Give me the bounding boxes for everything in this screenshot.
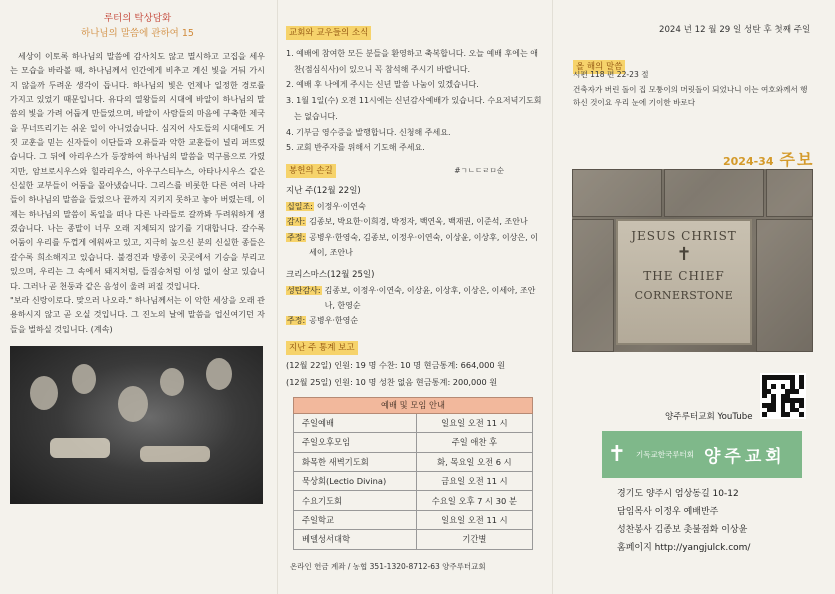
church-staff: 담임목사 이정우 예배반주 — [617, 507, 719, 517]
meeting-name: 주일예배 — [294, 413, 417, 432]
table-row — [294, 452, 533, 471]
offering-names: 공병우·한영순 — [309, 316, 359, 326]
news-item: 2. 예배 후 나에게 주시는 신년 말씀 나눔이 있겠습니다. — [286, 80, 479, 90]
news-title: 교회와 교우들의 소식 — [286, 26, 371, 40]
news-item: 4. 기부금 영수증을 발행합니다. 신청해 주세요. — [286, 127, 451, 137]
issue-heading — [723, 147, 814, 170]
meeting-name: 주일오후모임 — [294, 433, 417, 452]
stone-text-line: CORNERSTONE — [634, 289, 734, 302]
essay-title: 하나님의 말씀에 관하여 15 — [81, 28, 194, 39]
bulletin-title: 주보 — [779, 150, 815, 169]
offering-label: 성탄감사: — [287, 285, 321, 295]
verse-title: 올 해의 말씀 — [573, 60, 625, 74]
offering-names: 이정우·이연숙 — [316, 201, 366, 211]
meeting-time: 일요일 오전 11 시 — [416, 413, 532, 432]
essay-paragraph: "보라 신랑이로다. 맞으러 나오라." 하나님께서는 이 악한 세상을 오래 관용하시지 않고 곧 오실 것입니다. 그 진노의 날에 말씀을 업신여기던 자들을 벌하실 것입니다. (계속) — [10, 294, 265, 334]
online-offering-account: 온라인 헌금 계좌 / 농협 351-1320-8712-63 양주루터교회 — [290, 561, 486, 571]
right-panel — [555, 0, 835, 594]
offering-row — [286, 313, 544, 328]
cornerstone-image — [572, 169, 813, 352]
offering-names: 김종보, 박요한·이희경, 박정자, 백연욱, 백재권, 이준석, 조안나 — [309, 217, 528, 227]
news-list — [286, 46, 544, 156]
meeting-time: 기간별 — [416, 530, 532, 549]
offering-header — [286, 164, 544, 178]
stone-text-line: THE CHIEF — [643, 269, 725, 283]
offering-row — [286, 214, 544, 229]
offering-label: 감사: — [287, 217, 306, 227]
offering-date: 크리스마스(12월 25일) — [286, 269, 375, 280]
offering-names: 김종보, 이정우·이연숙, 이상윤, 이상후, 이상은, 이세아, 조안나, 한영순 — [324, 285, 536, 310]
table-row — [294, 433, 533, 452]
offering-row — [286, 230, 544, 261]
table-row — [294, 413, 533, 432]
news-item: 1. 예배에 참여한 모든 분들을 환영하고 축복합니다. 오늘 예배 후에는 애찬(점심식사)이 있으니 꼭 참석해 주시기 바랍니다. — [286, 49, 538, 74]
stone-text-line: JESUS CHRIST — [631, 229, 737, 243]
meeting-time: 주일 애찬 후 — [416, 433, 532, 452]
cornerstone-plate — [616, 219, 752, 345]
meeting-table — [293, 397, 533, 550]
table-row — [294, 530, 533, 549]
church-staff: 성찬봉사 김종보 촛불점화 이상윤 — [617, 525, 748, 535]
meeting-name: 베델성서대학 — [294, 530, 417, 549]
homepage-link[interactable]: 홈페이지 http://yangjulck.com/ — [617, 543, 751, 553]
luther-painting — [10, 346, 263, 504]
church-banner — [602, 431, 802, 478]
essay-paragraph: 세상이 이토록 하나님의 말씀에 감사치도 않고 멸시하고 고집을 세우는 모습을 바라볼 때, 하나님께서 인간에게 비추고 계신 빛을 거둬 가시지 않을까 두려운 생각이 듭니다. 하나님의 빛은 언제나 일정한 경로를 가지고 있었기 때문입니다. 유다의 열왕들의 시대에 바알이 하나님의 말씀의 빛을 가려 어둡게 만들었으며, 바알이 사람들의 마음에 구축한 제국을 무너뜨리기는 쉬운 일이 아니었습니다. 심지어 사도들의 시대에도 거짓 교훈을 믿는 신자들이 이단들과 오류들과 악한 교훈들이 널리 퍼뜨렸습니다. 그 뒤에 아리우스가 등장하여 하나님의 말씀을 먹구름으로 가렸지만, 암브로시우스와 힐라리우스, 아우구스티누스, 아타나시우스 같은 신실한 교부들이 어둠을 몰아냈습니다. 그리스를 비롯한 다른 여러 나라들이 하나님의 말씀을 들었으나 끝까지 지키지 못하고 놓아 버렸는데, 이제는 하나님의 말씀이 독일을 떠나 다른 나라들로 갈까봐 두려워하게 생겼습니다. 나는 종말이 너무 오래 지체되지 않기를 기대합니다. 갈수록 어둠이 우리를 두껍게 에워싸고 있고, 지극히 높으신 분의 신실한 종들은 갈수록 희소해지고 있습니다. 불경건과 방종이 곳곳에서 기승을 부리고 있으며, 우리는 그 속에서 돼지처럼, 들짐승처럼 이성 없이 살고 있습니다. 그러나 곧 천둥과 같은 음성이 울려 퍼질 것입니다. — [10, 51, 265, 291]
table-row — [294, 491, 533, 510]
offering-row — [286, 199, 544, 214]
meeting-name: 주일학교 — [294, 510, 417, 529]
sort-note: #ㄱㄴㄷㄹㅁ순 — [454, 166, 504, 176]
verse-reference: 시편 118 편 22-23 절 — [573, 70, 649, 79]
meeting-name: 수요기도회 — [294, 491, 417, 510]
middle-panel — [280, 0, 550, 594]
church-address: 경기도 양주시 엄상동길 10-12 — [617, 489, 739, 499]
denomination-name: 기독교한국루터회 — [636, 450, 694, 459]
news-item: 3. 1월 1일(수) 오전 11시에는 신년감사예배가 있습니다. 수요저녁기도회는 없습니다. — [286, 96, 542, 121]
bulletin-date: 2024 년 12 월 29 일 성탄 후 첫째 주일 — [659, 25, 811, 35]
offering-label: 주정: — [287, 232, 306, 242]
essay-body — [10, 49, 265, 336]
left-panel — [0, 0, 275, 594]
essay-series-title: 루터의 탁상담화 — [103, 13, 172, 24]
youtube-link[interactable]: 양주루터교회 YouTube — [665, 412, 753, 422]
verse-text: 건축자가 버린 돌이 집 모퉁이의 머릿돌이 되었나니 이는 여호와께서 행하신 것이요 우리 눈에 기이한 바로다 — [573, 85, 808, 107]
offering-date: 지난 주(12월 22일) — [286, 185, 361, 196]
cross-icon: ✝ — [676, 244, 692, 265]
offering-names: 공병우·한영숙, 김종보, 이정우·이연숙, 이상윤, 이상후, 이상은, 이세이, 조안나 — [309, 232, 538, 258]
meeting-time: 화, 목요일 오전 6 시 — [416, 452, 532, 471]
meeting-time: 금요일 오전 11 시 — [416, 471, 532, 490]
church-name: 양주교회 — [703, 447, 786, 467]
stats-title: 지난 주 통계 보고 — [286, 341, 358, 355]
offering-title: 봉헌의 손길 — [286, 164, 336, 178]
news-item: 5. 교회 반주자를 위해서 기도해 주세요. — [286, 143, 425, 153]
meeting-table-header: 예배 및 모임 안내 — [294, 397, 533, 413]
table-row — [294, 510, 533, 529]
table-row — [294, 471, 533, 490]
issue-number: 2024-34 — [723, 155, 774, 168]
stats-line: (12월 25일) 인원: 10 명 성찬 없음 현금통계: 200,000 원 — [286, 376, 498, 387]
cross-icon: ✝ — [607, 441, 627, 467]
fold-line-2 — [552, 0, 553, 594]
meeting-time: 일요일 오전 11 시 — [416, 510, 532, 529]
fold-line-1 — [277, 0, 278, 594]
qr-code[interactable] — [760, 373, 806, 419]
meeting-time: 수요일 오후 7 시 30 분 — [416, 491, 532, 510]
offering-label: 주정: — [287, 316, 306, 326]
stats-line: (12월 22일) 인원: 19 명 수찬: 10 명 현금통계: 664,000 원 — [286, 359, 506, 370]
offering-row — [286, 283, 544, 314]
meeting-name: 묵상회(Lectio Divina) — [294, 471, 417, 490]
meeting-name: 화목한 새벽기도회 — [294, 452, 417, 471]
offering-label: 십일조: — [287, 201, 313, 211]
